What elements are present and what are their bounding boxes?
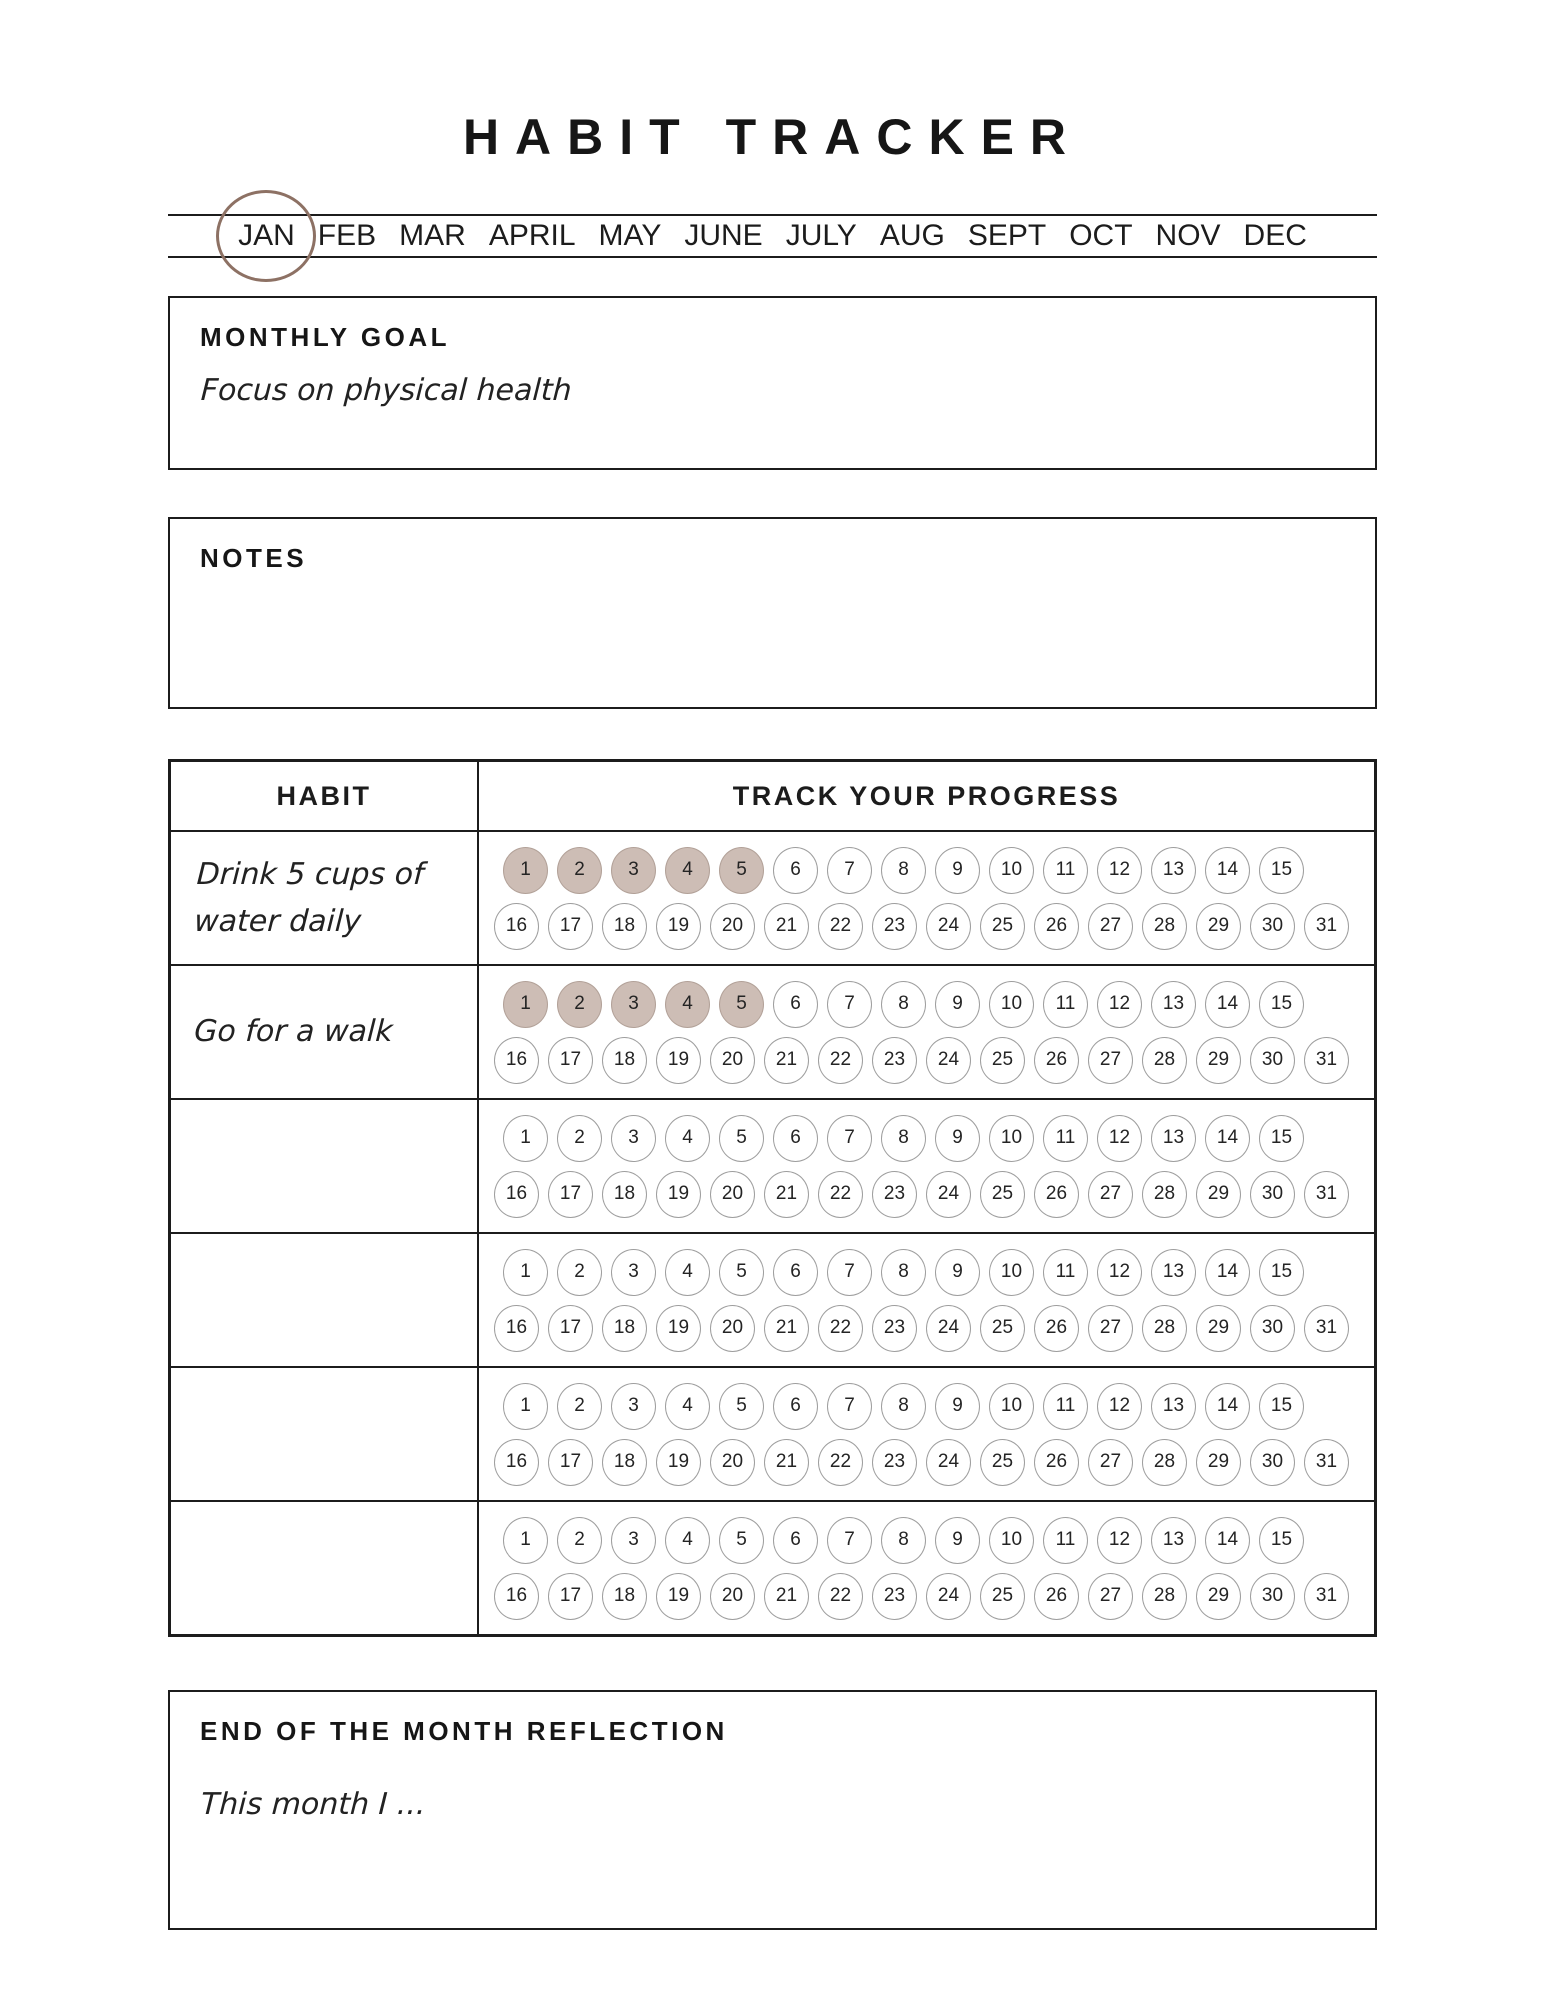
day-circle-12[interactable]: 12 [1097, 981, 1142, 1028]
day-circle-10[interactable]: 10 [989, 1383, 1034, 1430]
day-circle-11[interactable]: 11 [1043, 1517, 1088, 1564]
day-circle-28[interactable]: 28 [1142, 1573, 1187, 1620]
habit-cell[interactable] [171, 964, 479, 1098]
day-circle-31[interactable]: 31 [1304, 1573, 1349, 1620]
month-tab-oct[interactable]: OCT [1069, 219, 1133, 252]
day-circle-12[interactable]: 12 [1097, 1517, 1142, 1564]
days-16-31-row [479, 1037, 1374, 1084]
day-circle-12[interactable]: 12 [1097, 847, 1142, 894]
day-circle-18[interactable]: 18 [602, 1439, 647, 1486]
day-circle-13[interactable]: 13 [1151, 847, 1196, 894]
day-circle-26[interactable]: 26 [1034, 1439, 1079, 1486]
day-circle-23[interactable]: 23 [872, 1573, 917, 1620]
day-circle-1[interactable]: 1 [503, 847, 548, 894]
day-circle-27[interactable]: 27 [1088, 1439, 1133, 1486]
day-circle-15[interactable]: 15 [1259, 1115, 1304, 1162]
day-circle-21[interactable]: 21 [764, 1037, 809, 1084]
day-circle-24[interactable]: 24 [926, 1037, 971, 1084]
day-circle-14[interactable]: 14 [1205, 1383, 1250, 1430]
month-tab-june[interactable]: JUNE [684, 219, 763, 252]
days-1-15-row [479, 847, 1374, 894]
day-circle-22[interactable]: 22 [818, 1439, 863, 1486]
day-circle-22[interactable]: 22 [818, 1171, 863, 1218]
day-circle-6[interactable]: 6 [773, 981, 818, 1028]
day-circle-10[interactable]: 10 [989, 981, 1034, 1028]
day-circle-29[interactable]: 29 [1196, 1171, 1241, 1218]
days-1-15-row [479, 1517, 1374, 1564]
day-circle-14[interactable]: 14 [1205, 981, 1250, 1028]
days-16-31-row [479, 1171, 1374, 1218]
day-circle-25[interactable]: 25 [980, 1171, 1025, 1218]
day-circle-2[interactable]: 2 [557, 1383, 602, 1430]
month-strip [168, 214, 1377, 258]
day-circle-31[interactable]: 31 [1304, 1171, 1349, 1218]
day-circle-29[interactable]: 29 [1196, 1037, 1241, 1084]
day-circle-20[interactable]: 20 [710, 1439, 755, 1486]
day-circle-21[interactable]: 21 [764, 1171, 809, 1218]
month-tab-jan[interactable]: JAN [238, 219, 295, 252]
day-circle-10[interactable]: 10 [989, 847, 1034, 894]
day-circle-8[interactable]: 8 [881, 847, 926, 894]
days-1-15-row [479, 1383, 1374, 1430]
day-circle-20[interactable]: 20 [710, 1573, 755, 1620]
day-circle-19[interactable]: 19 [656, 1171, 701, 1218]
days-1-15-row [479, 1249, 1374, 1296]
day-circle-18[interactable]: 18 [602, 1305, 647, 1352]
day-circle-14[interactable]: 14 [1205, 1249, 1250, 1296]
day-circle-17[interactable]: 17 [548, 1305, 593, 1352]
day-circle-11[interactable]: 11 [1043, 1249, 1088, 1296]
day-circle-19[interactable]: 19 [656, 1305, 701, 1352]
progress-cell [479, 1500, 1374, 1634]
day-circle-12[interactable]: 12 [1097, 1249, 1142, 1296]
day-circle-20[interactable]: 20 [710, 1305, 755, 1352]
day-circle-16[interactable]: 16 [494, 1171, 539, 1218]
day-circle-29[interactable]: 29 [1196, 1305, 1241, 1352]
day-circle-4[interactable]: 4 [665, 1249, 710, 1296]
month-tab-aug[interactable]: AUG [879, 219, 945, 252]
day-circle-27[interactable]: 27 [1088, 1573, 1133, 1620]
day-circle-25[interactable]: 25 [980, 903, 1025, 950]
day-circle-20[interactable]: 20 [710, 903, 755, 950]
day-circle-1[interactable]: 1 [503, 1383, 548, 1430]
day-circle-5[interactable]: 5 [719, 1249, 764, 1296]
day-circle-1[interactable]: 1 [503, 981, 548, 1028]
day-circle-15[interactable]: 15 [1259, 1383, 1304, 1430]
days-1-15-row [479, 981, 1374, 1028]
day-circle-22[interactable]: 22 [818, 1305, 863, 1352]
day-circle-15[interactable]: 15 [1259, 1517, 1304, 1564]
day-circle-3[interactable]: 3 [611, 1383, 656, 1430]
day-circle-17[interactable]: 17 [548, 1171, 593, 1218]
habit-label: Go for a walk [193, 1013, 394, 1049]
day-circle-16[interactable]: 16 [494, 1573, 539, 1620]
day-circle-30[interactable]: 30 [1250, 1573, 1295, 1620]
day-circle-7[interactable]: 7 [827, 1115, 872, 1162]
habit-column-header: HABIT [171, 762, 479, 830]
day-circle-22[interactable]: 22 [818, 1573, 863, 1620]
day-circle-26[interactable]: 26 [1034, 903, 1079, 950]
day-circle-4[interactable]: 4 [665, 981, 710, 1028]
day-circle-9[interactable]: 9 [935, 981, 980, 1028]
day-circle-30[interactable]: 30 [1250, 1037, 1295, 1084]
day-circle-15[interactable]: 15 [1259, 981, 1304, 1028]
day-circle-27[interactable]: 27 [1088, 1171, 1133, 1218]
habit-label: Drink 5 cups of water daily [193, 856, 425, 938]
notes-heading: NOTES [200, 543, 308, 573]
day-circle-2[interactable]: 2 [557, 1249, 602, 1296]
day-circle-7[interactable]: 7 [827, 981, 872, 1028]
day-circle-23[interactable]: 23 [872, 903, 917, 950]
day-circle-8[interactable]: 8 [881, 1517, 926, 1564]
day-circle-27[interactable]: 27 [1088, 1305, 1133, 1352]
day-circle-9[interactable]: 9 [935, 1383, 980, 1430]
progress-cell [479, 1366, 1374, 1500]
habit-cell[interactable] [171, 1098, 479, 1232]
day-circle-26[interactable]: 26 [1034, 1305, 1079, 1352]
month-tab-sept[interactable]: SEPT [967, 219, 1047, 252]
day-circle-6[interactable]: 6 [773, 1383, 818, 1430]
day-circle-20[interactable]: 20 [710, 1171, 755, 1218]
day-circle-15[interactable]: 15 [1259, 847, 1304, 894]
end-of-month-reflection-box [168, 1690, 1377, 1930]
day-circle-3[interactable]: 3 [611, 1517, 656, 1564]
day-circle-3[interactable]: 3 [611, 1115, 656, 1162]
day-circle-28[interactable]: 28 [1142, 1037, 1187, 1084]
habit-cell[interactable] [171, 830, 479, 964]
day-circle-19[interactable]: 19 [656, 1037, 701, 1084]
day-circle-16[interactable]: 16 [494, 903, 539, 950]
day-circle-30[interactable]: 30 [1250, 1171, 1295, 1218]
day-circle-5[interactable]: 5 [719, 1517, 764, 1564]
day-circle-28[interactable]: 28 [1142, 1171, 1187, 1218]
day-circle-31[interactable]: 31 [1304, 903, 1349, 950]
month-tab-july[interactable]: JULY [785, 219, 857, 252]
day-circle-27[interactable]: 27 [1088, 903, 1133, 950]
day-circle-12[interactable]: 12 [1097, 1383, 1142, 1430]
day-circle-30[interactable]: 30 [1250, 903, 1295, 950]
day-circle-18[interactable]: 18 [602, 903, 647, 950]
day-circle-24[interactable]: 24 [926, 903, 971, 950]
day-circle-16[interactable]: 16 [494, 1037, 539, 1084]
day-circle-21[interactable]: 21 [764, 1439, 809, 1486]
day-circle-6[interactable]: 6 [773, 1517, 818, 1564]
day-circle-11[interactable]: 11 [1043, 1383, 1088, 1430]
day-circle-16[interactable]: 16 [494, 1305, 539, 1352]
day-circle-23[interactable]: 23 [872, 1171, 917, 1218]
day-circle-23[interactable]: 23 [872, 1439, 917, 1486]
day-circle-12[interactable]: 12 [1097, 1115, 1142, 1162]
day-circle-20[interactable]: 20 [710, 1037, 755, 1084]
day-circle-31[interactable]: 31 [1304, 1439, 1349, 1486]
day-circle-28[interactable]: 28 [1142, 1305, 1187, 1352]
day-circle-7[interactable]: 7 [827, 1517, 872, 1564]
progress-cell [479, 830, 1374, 964]
day-circle-23[interactable]: 23 [872, 1305, 917, 1352]
day-circle-17[interactable]: 17 [548, 1573, 593, 1620]
day-circle-22[interactable]: 22 [818, 903, 863, 950]
month-tab-dec[interactable]: DEC [1243, 219, 1307, 252]
day-circle-8[interactable]: 8 [881, 981, 926, 1028]
day-circle-11[interactable]: 11 [1043, 1115, 1088, 1162]
month-tab-may[interactable]: MAY [598, 219, 662, 252]
day-circle-21[interactable]: 21 [764, 1573, 809, 1620]
day-circle-3[interactable]: 3 [611, 1249, 656, 1296]
days-1-15-row [479, 1115, 1374, 1162]
day-circle-7[interactable]: 7 [827, 1383, 872, 1430]
day-circle-24[interactable]: 24 [926, 1171, 971, 1218]
day-circle-13[interactable]: 13 [1151, 1249, 1196, 1296]
habit-cell[interactable] [171, 1500, 479, 1634]
day-circle-13[interactable]: 13 [1151, 981, 1196, 1028]
day-circle-15[interactable]: 15 [1259, 1249, 1304, 1296]
month-tab-nov[interactable]: NOV [1155, 219, 1221, 252]
day-circle-26[interactable]: 26 [1034, 1037, 1079, 1084]
monthly-goal-box [168, 296, 1377, 470]
day-circle-4[interactable]: 4 [665, 1383, 710, 1430]
day-circle-2[interactable]: 2 [557, 981, 602, 1028]
day-circle-14[interactable]: 14 [1205, 847, 1250, 894]
day-circle-3[interactable]: 3 [611, 847, 656, 894]
progress-cell [479, 1098, 1374, 1232]
day-circle-25[interactable]: 25 [980, 1439, 1025, 1486]
days-16-31-row [479, 903, 1374, 950]
monthly-goal-entry[interactable]: Focus on physical health [200, 373, 573, 408]
day-circle-22[interactable]: 22 [818, 1037, 863, 1084]
day-circle-9[interactable]: 9 [935, 1517, 980, 1564]
day-circle-17[interactable]: 17 [548, 903, 593, 950]
day-circle-26[interactable]: 26 [1034, 1573, 1079, 1620]
day-circle-2[interactable]: 2 [557, 847, 602, 894]
day-circle-25[interactable]: 25 [980, 1037, 1025, 1084]
day-circle-9[interactable]: 9 [935, 1249, 980, 1296]
day-circle-6[interactable]: 6 [773, 847, 818, 894]
month-tab-april[interactable]: APRIL [488, 219, 576, 252]
days-16-31-row [479, 1305, 1374, 1352]
progress-cell [479, 1232, 1374, 1366]
day-circle-2[interactable]: 2 [557, 1517, 602, 1564]
day-circle-13[interactable]: 13 [1151, 1115, 1196, 1162]
day-circle-21[interactable]: 21 [764, 1305, 809, 1352]
day-circle-24[interactable]: 24 [926, 1573, 971, 1620]
day-circle-6[interactable]: 6 [773, 1249, 818, 1296]
day-circle-10[interactable]: 10 [989, 1249, 1034, 1296]
day-circle-29[interactable]: 29 [1196, 1439, 1241, 1486]
day-circle-19[interactable]: 19 [656, 1573, 701, 1620]
day-circle-9[interactable]: 9 [935, 1115, 980, 1162]
day-circle-28[interactable]: 28 [1142, 1439, 1187, 1486]
day-circle-5[interactable]: 5 [719, 1383, 764, 1430]
day-circle-2[interactable]: 2 [557, 1115, 602, 1162]
day-circle-31[interactable]: 31 [1304, 1305, 1349, 1352]
month-tab-feb[interactable]: FEB [317, 219, 377, 252]
day-circle-10[interactable]: 10 [989, 1517, 1034, 1564]
day-circle-30[interactable]: 30 [1250, 1439, 1295, 1486]
day-circle-19[interactable]: 19 [656, 1439, 701, 1486]
day-circle-25[interactable]: 25 [980, 1573, 1025, 1620]
day-circle-14[interactable]: 14 [1205, 1115, 1250, 1162]
day-circle-6[interactable]: 6 [773, 1115, 818, 1162]
day-circle-18[interactable]: 18 [602, 1037, 647, 1084]
day-circle-28[interactable]: 28 [1142, 903, 1187, 950]
day-circle-8[interactable]: 8 [881, 1383, 926, 1430]
day-circle-3[interactable]: 3 [611, 981, 656, 1028]
day-circle-5[interactable]: 5 [719, 847, 764, 894]
day-circle-24[interactable]: 24 [926, 1439, 971, 1486]
day-circle-29[interactable]: 29 [1196, 903, 1241, 950]
day-circle-18[interactable]: 18 [602, 1171, 647, 1218]
day-circle-23[interactable]: 23 [872, 1037, 917, 1084]
day-circle-5[interactable]: 5 [719, 1115, 764, 1162]
day-circle-24[interactable]: 24 [926, 1305, 971, 1352]
day-circle-14[interactable]: 14 [1205, 1517, 1250, 1564]
page-title: HABIT TRACKER [462, 109, 1083, 165]
day-circle-29[interactable]: 29 [1196, 1573, 1241, 1620]
days-16-31-row [479, 1573, 1374, 1620]
month-tab-mar[interactable]: MAR [399, 219, 466, 252]
progress-cell [479, 964, 1374, 1098]
day-circle-10[interactable]: 10 [989, 1115, 1034, 1162]
day-circle-7[interactable]: 7 [827, 1249, 872, 1296]
day-circle-26[interactable]: 26 [1034, 1171, 1079, 1218]
progress-column-header: TRACK YOUR PROGRESS [732, 780, 1121, 811]
day-circle-4[interactable]: 4 [665, 1517, 710, 1564]
day-circle-1[interactable]: 1 [503, 1115, 548, 1162]
day-circle-25[interactable]: 25 [980, 1305, 1025, 1352]
reflection-heading: END OF THE MONTH REFLECTION [200, 1716, 728, 1746]
reflection-entry[interactable]: This month I ... [200, 1787, 427, 1822]
day-circle-16[interactable]: 16 [494, 1439, 539, 1486]
days-16-31-row [479, 1439, 1374, 1486]
day-circle-18[interactable]: 18 [602, 1573, 647, 1620]
day-circle-31[interactable]: 31 [1304, 1037, 1349, 1084]
day-circle-4[interactable]: 4 [665, 847, 710, 894]
habit-cell[interactable] [171, 1232, 479, 1366]
notes-box [168, 517, 1377, 709]
day-circle-4[interactable]: 4 [665, 1115, 710, 1162]
day-circle-13[interactable]: 13 [1151, 1383, 1196, 1430]
day-circle-9[interactable]: 9 [935, 847, 980, 894]
day-circle-7[interactable]: 7 [827, 847, 872, 894]
day-circle-1[interactable]: 1 [503, 1517, 548, 1564]
day-circle-11[interactable]: 11 [1043, 981, 1088, 1028]
day-circle-5[interactable]: 5 [719, 981, 764, 1028]
day-circle-8[interactable]: 8 [881, 1249, 926, 1296]
habit-cell[interactable] [171, 1366, 479, 1500]
day-circle-11[interactable]: 11 [1043, 847, 1088, 894]
day-circle-17[interactable]: 17 [548, 1037, 593, 1084]
day-circle-21[interactable]: 21 [764, 903, 809, 950]
day-circle-30[interactable]: 30 [1250, 1305, 1295, 1352]
habit-tracker-table [168, 759, 1377, 1637]
day-circle-27[interactable]: 27 [1088, 1037, 1133, 1084]
day-circle-8[interactable]: 8 [881, 1115, 926, 1162]
day-circle-17[interactable]: 17 [548, 1439, 593, 1486]
monthly-goal-heading: MONTHLY GOAL [200, 322, 451, 352]
day-circle-1[interactable]: 1 [503, 1249, 548, 1296]
day-circle-19[interactable]: 19 [656, 903, 701, 950]
day-circle-13[interactable]: 13 [1151, 1517, 1196, 1564]
